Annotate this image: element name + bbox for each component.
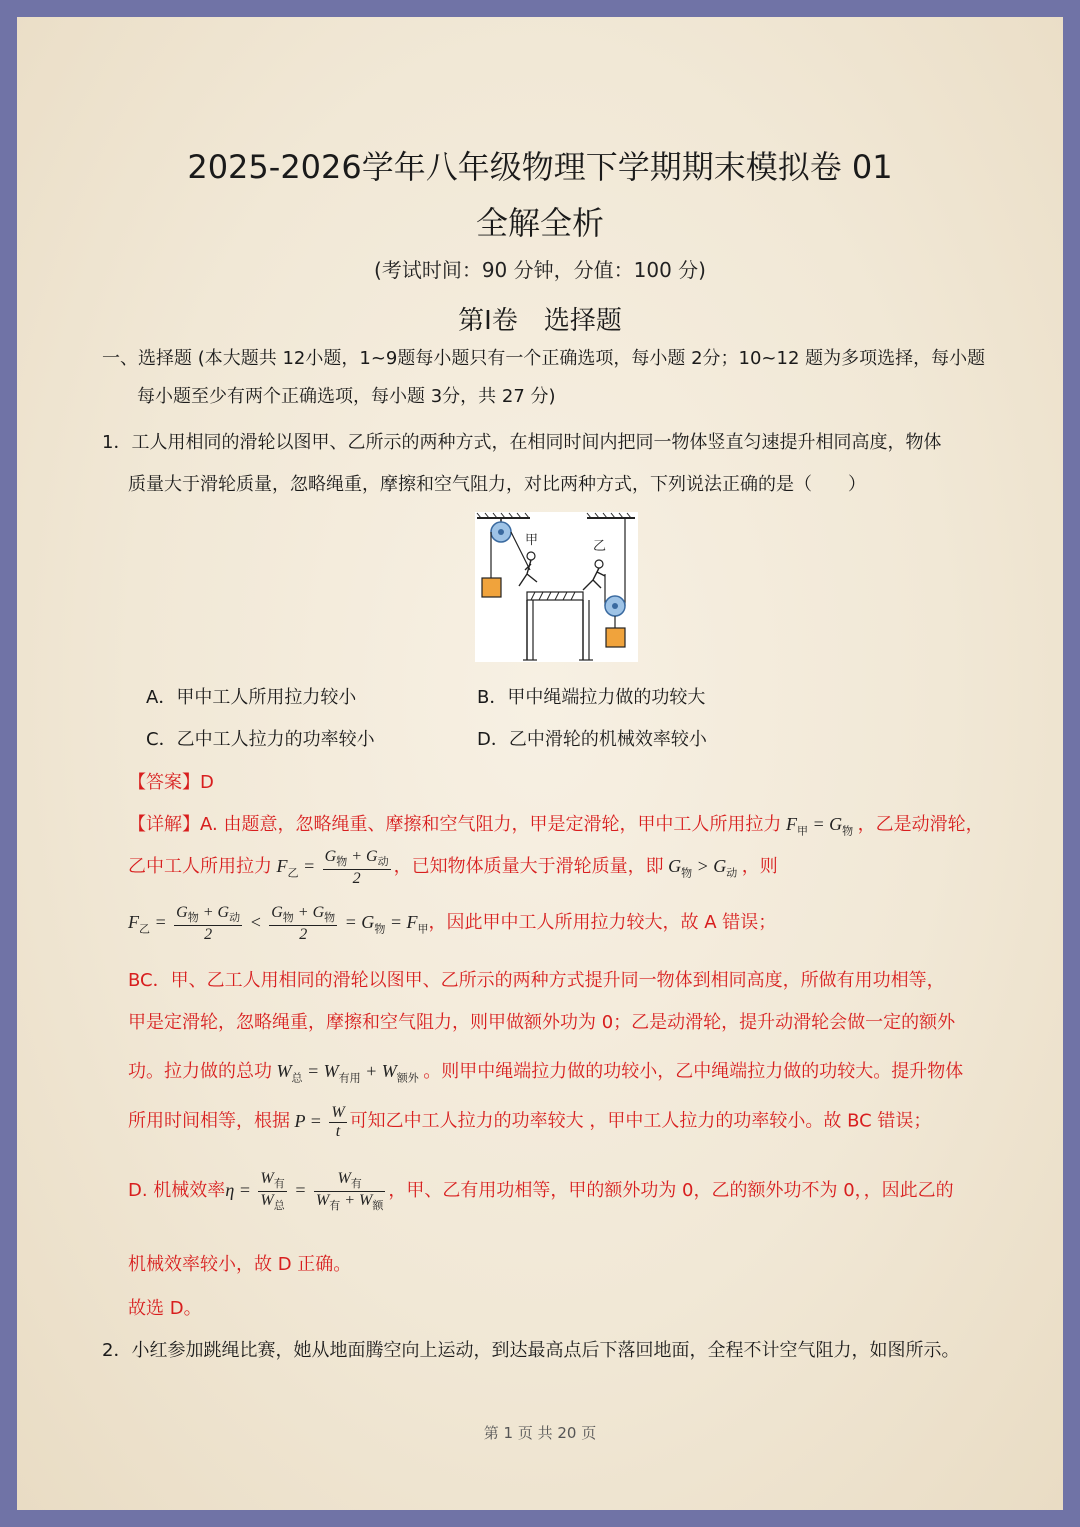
- exam-info: (考试时间：90 分钟，分值：100 分): [374, 258, 706, 282]
- detail-line1-text-a: 【详解】A. 由题意，忽略绳重、摩擦和空气阻力，甲是定滑轮，甲中工人所用拉力: [128, 814, 782, 835]
- detail-line9: 机械效率较小，故 D 正确。: [128, 1254, 352, 1275]
- detail-line6-text-b: 。则甲中绳端拉力做的功较小，乙中绳端拉力做的功较大。提升物体: [423, 1061, 964, 1082]
- detail-line7-text-a: 所用时间相等，根据: [128, 1110, 290, 1132]
- q2-stem-line1: 2．小红参加跳绳比赛，她从地面腾空向上运动，到达最高点后下落回地面，全程不计空气阻力，如图所示。: [102, 1340, 960, 1361]
- q1-stem-line1: 1．工人用相同的滑轮以图甲、乙所示的两种方式，在相同时间内把同一物体竖直匀速提升相同高度，物体: [102, 432, 942, 453]
- instructions-line1: 一、选择题 (本大题共 12小题，1~9题每小题只有一个正确选项，每小题 2分；10~12 题为多项选择，每小题: [102, 348, 986, 369]
- formula-efficiency: η = $\frac{W_有}{W_总}$ = $\frac{W_有}{W_有 + W_额}$: [225, 1170, 384, 1213]
- detail-line2: [128, 848, 778, 888]
- q1-stem-line2: 质量大于滑轮质量，忽略绳重，摩擦和空气阻力，对比两种方式，下列说法正确的是（ ）: [128, 474, 866, 495]
- detail-line2-text-a: 乙中工人所用拉力: [128, 856, 272, 878]
- detail-line10: 故选 D。: [128, 1298, 202, 1319]
- detail-line7-text-b: 可知乙中工人拉力的功率较大 ，甲中工人拉力的功率较小。故 BC 错误；: [349, 1110, 932, 1132]
- figure-label-jia: 甲: [525, 533, 539, 548]
- formula-f-yi-compare: $F_乙$ = $\frac{G_物 + G_动}{2}$ < $\frac{G_物 + G_物}{2}$ = $G_物 = F_甲$: [128, 904, 429, 944]
- formula-f-yi: $F_乙$ = $\frac{G_物 + G_动}{2}$: [272, 848, 389, 888]
- option-c: C．乙中工人拉力的功率较小: [146, 729, 375, 750]
- detail-line5: 甲是定滑轮，忽略绳重，摩擦和空气阻力，则甲做额外功为 0；乙是动滑轮，提升动滑轮会做一定的额外: [128, 1012, 956, 1033]
- detail-line2-text-b: ，已知物体质量大于滑轮质量，即: [393, 856, 664, 878]
- detail-line1-text-b: ，乙是动滑轮，: [857, 814, 984, 835]
- detail-line6-text-a: 功。拉力做的总功: [128, 1061, 272, 1082]
- instructions-line2: 每小题至少有两个正确选项，每小题 3分，共 27 分): [137, 386, 556, 407]
- answer-label: 【答案】D: [128, 772, 214, 793]
- doc-title: 2025-2026学年八年级物理下学期期末模拟卷 01: [187, 148, 893, 186]
- doc-subtitle: 全解全析: [475, 204, 604, 242]
- detail-line8-text-a: D. 机械效率: [128, 1179, 226, 1201]
- formula-total-work: $W_总 = W_{有用} + W_{额外}$: [272, 1061, 419, 1085]
- option-d: D．乙中滑轮的机械效率较小: [477, 729, 707, 750]
- detail-line1: [128, 810, 984, 839]
- formula-g-compare: $G_物 > G_动$: [663, 856, 738, 880]
- figure-label-yi: 乙: [593, 539, 607, 554]
- page-footer: 第 1 页 共 20 页: [483, 1424, 597, 1442]
- detail-line8: [128, 1170, 954, 1213]
- option-b: B．甲中绳端拉力做的功较大: [477, 687, 706, 708]
- detail-line4: BC．甲、乙工人用相同的滑轮以图甲、乙所示的两种方式提升同一物体到相同高度，所做有用功相等，: [128, 970, 945, 991]
- formula-f-jia-eq-g: $F_甲 = G_物$: [781, 814, 854, 838]
- detail-line3: [128, 904, 776, 944]
- detail-line6: [128, 1057, 963, 1086]
- detail-line3-text: ，因此甲中工人所用拉力较大，故 A 错误；: [428, 912, 777, 934]
- formula-power: P = $\frac{W}{t}$: [290, 1104, 345, 1140]
- section-title: 第Ⅰ卷 选择题: [458, 306, 622, 336]
- detail-line7: [128, 1104, 931, 1141]
- pulley-figure: [475, 512, 638, 662]
- detail-line8-text-b: ，甲、乙有用功相等，甲的额外功为 0，乙的额外功不为 0，，因此乙的: [388, 1179, 954, 1201]
- detail-line2-text-c: ，则: [741, 856, 778, 878]
- option-a: A．甲中工人所用拉力较小: [146, 687, 357, 708]
